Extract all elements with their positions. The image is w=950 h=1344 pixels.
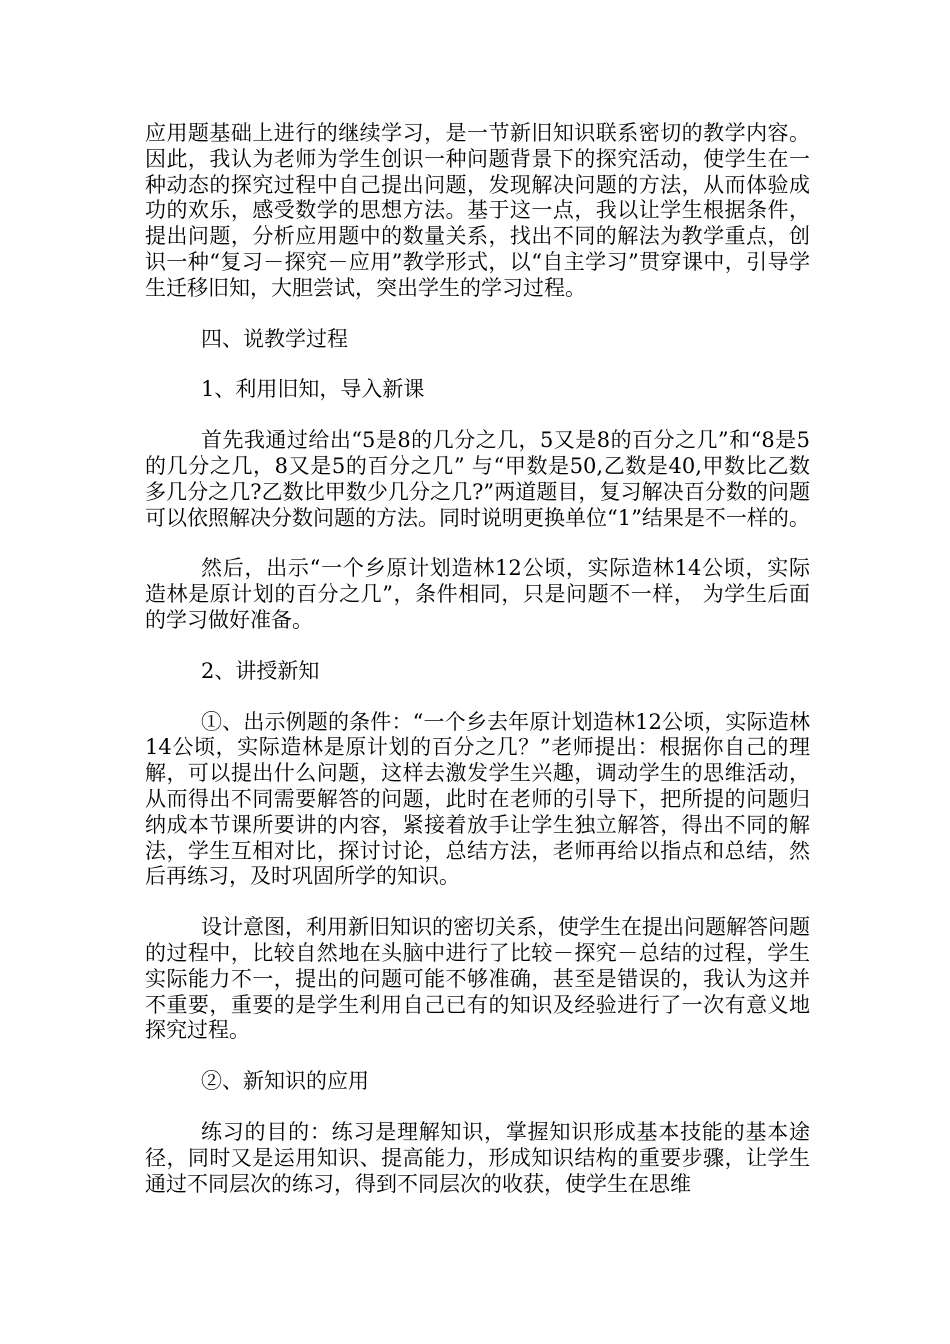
document-page — [145, 121, 810, 1197]
subsection-heading-new-knowledge: 2、讲授新知 — [201, 658, 320, 683]
subsection-heading-application: ②、新知识的应用 — [201, 1069, 369, 1094]
subsection-heading-review: 1、利用旧知，导入新课 — [201, 377, 425, 402]
section-heading-teaching-process: 四、说教学过程 — [201, 326, 348, 351]
paragraph-example-problem: ①、出示例题的条件：“一个乡去年原计划造林12公顷，实际造林14公顷，实际造林是原计划的百分之几？”老师提出：根据你自己的理解，可以提出什么问题，这样去激发学生兴趣，调动学生的思维活动，从而得出不同需要解答的问题，此时在老师的引导下，把所提的问题归纳成本节课所要讲的内容，紧接着放手让学生独立解答，得出不同的解法，学生互相对比，探讨讨论，总结方法，老师再给以指点和总结，然后再练习，及时巩固所学的知识。 — [145, 709, 810, 889]
paragraph-first-review: 首先我通过给出“5是8的几分之几，5又是8的百分之几”和“8是5的几分之几，8又是5的百分之几” 与“甲数是50,乙数是40,甲数比乙数多几分之几?乙数比甲数少几分之几?”两道题目，复习解决百分数的问题可以依照解决分数问题的方法。同时说明更换单位“1”结果是不一样的。 — [145, 428, 810, 530]
paragraph-design-intent: 设计意图，利用新旧知识的密切关系，使学生在提出问题解答问题的过程中，比较自然地在头脑中进行了比较－探究－总结的过程，学生实际能力不一，提出的问题可能不够准确，甚至是错误的，我认为这并不重要，重要的是学生利用自己已有的知识及经验进行了一次有意义地探究过程。 — [145, 915, 810, 1043]
paragraph-then-example: 然后，出示“一个乡原计划造林12公顷，实际造林14公顷，实际造林是原计划的百分之几”，条件相同，只是问题不一样， 为学生后面的学习做好准备。 — [145, 556, 810, 632]
intro-paragraph: 应用题基础上进行的继续学习，是一节新旧知识联系密切的教学内容。因此，我认为老师为学生创识一种问题背景下的探究活动，使学生在一种动态的探究过程中自己提出问题，发现解决问题的方法，从而体验成功的欢乐，感受数学的思想方法。基于这一点，我以让学生根据条件，提出问题，分析应用题中的数量关系，找出不同的解法为教学重点，创识一种“复习－探究－应用”教学形式，以“自主学习”贯穿课中，引导学生迁移旧知，大胆尝试，突出学生的学习过程。 — [145, 121, 810, 300]
paragraph-practice-purpose: 练习的目的：练习是理解知识，掌握知识形成基本技能的基本途径，同时又是运用知识、提高能力，形成知识结构的重要步骤，让学生通过不同层次的练习，得到不同层次的收获，使学生在思维 — [145, 1119, 810, 1196]
